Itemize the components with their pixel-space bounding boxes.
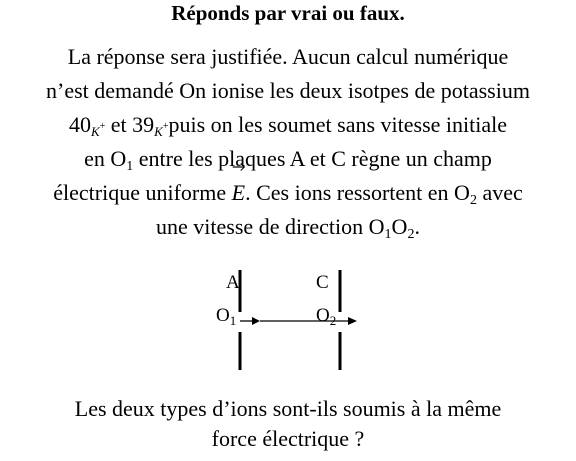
isotope-39-mass: 39: [132, 112, 155, 137]
isotope-40-ion: [90, 121, 106, 139]
statement-line-3: [0, 108, 576, 142]
point-o1-label: [216, 306, 236, 330]
ion-charge: +: [99, 121, 106, 132]
ion-symbol: K: [90, 124, 100, 139]
statement-line-6: [0, 210, 576, 244]
ion-symbol: K: [154, 124, 163, 139]
point-o2-letter: O: [316, 305, 330, 326]
statement-line-2: n’est demandé On ionise les deux isotpes de potassium: [46, 78, 530, 103]
line6-text: une vitesse de direction O: [156, 214, 385, 239]
point-o2-sub: 2: [329, 313, 337, 328]
ion-charge: +: [162, 121, 169, 132]
line6-mid: O: [391, 214, 408, 239]
line4-text-after: entre les plaques A et C règne un champ: [133, 146, 492, 171]
plate-a-label: A: [226, 272, 240, 293]
o2-subscript: 2: [469, 193, 477, 208]
line5-text: électrique uniforme: [53, 180, 232, 205]
vector-symbol: E: [231, 180, 246, 205]
point-o2-label: [316, 306, 336, 330]
point-o1-sub: 1: [229, 313, 237, 328]
o1-subscript: 1: [126, 159, 134, 174]
plate-c-label: C: [316, 272, 329, 293]
statement-line-3-tail: puis on les soumet sans vitesse initiale: [168, 112, 508, 137]
isotope-40-mass: 40: [68, 112, 91, 137]
o1-subscript: 1: [384, 227, 392, 242]
line5-tail: avec: [476, 180, 523, 205]
exercise-title: Réponds par vrai ou faux.: [171, 1, 405, 25]
field-vector-e: [232, 176, 245, 210]
exercise-statement: [0, 40, 576, 244]
o1-arrow-head: [252, 317, 260, 325]
vector-arrow-icon: [232, 162, 245, 172]
question-line-1: Les deux types d’ions sont-ils soumis à la même: [74, 396, 502, 421]
isotope-39-ion: [154, 121, 169, 139]
line6-end: .: [414, 214, 420, 239]
isotope-connector: et: [110, 112, 127, 137]
o2-subscript: 2: [407, 227, 415, 242]
statement-line-1: La réponse sera justifiée. Aucun calcul numérique: [67, 44, 509, 69]
statement-line-5: [0, 176, 576, 210]
o2-arrow-head: [348, 317, 357, 325]
question-block: [0, 394, 576, 454]
statement-line-4: [0, 142, 576, 176]
point-o1-letter: O: [216, 305, 230, 326]
question-line-2: force électrique ?: [211, 426, 365, 451]
line5-text-after: . Ces ions ressortent en O: [245, 180, 470, 205]
line4-text: en O: [84, 146, 127, 171]
